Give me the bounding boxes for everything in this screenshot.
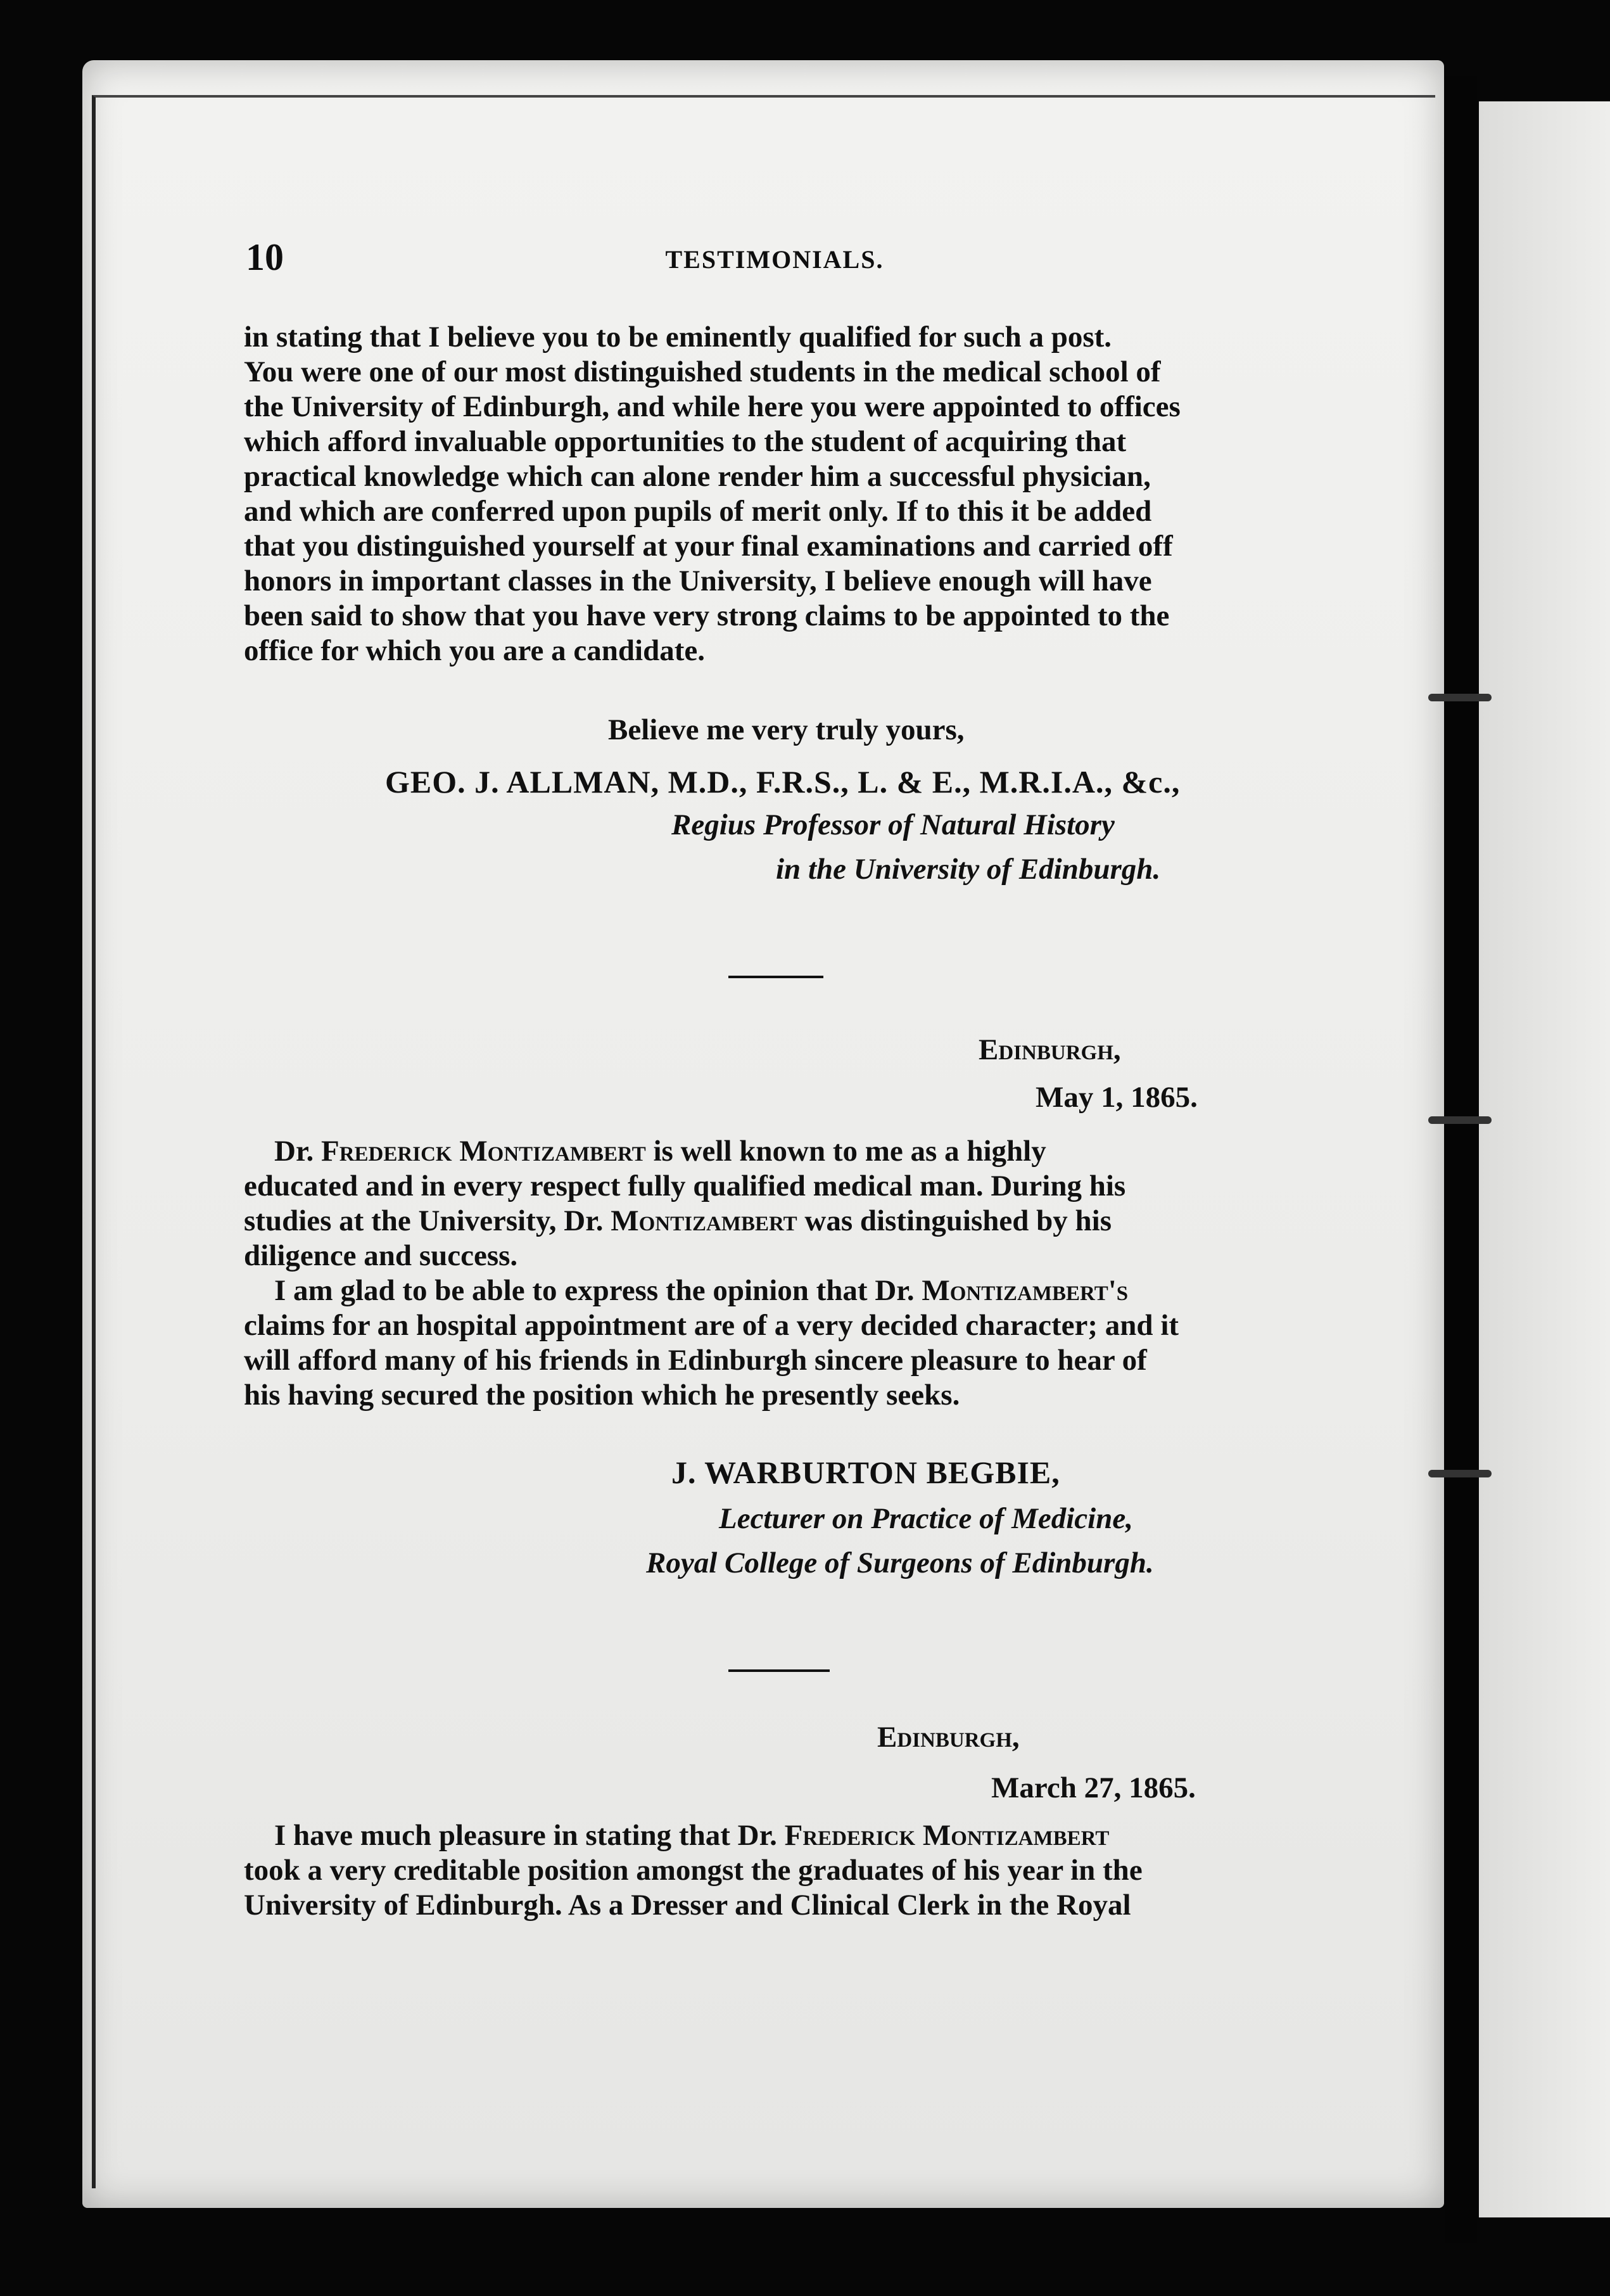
name-smallcaps: Frederick Montizambert <box>321 1135 646 1168</box>
binding-thread-3 <box>1428 1470 1492 1477</box>
letter-2-place: Edinburgh, <box>979 1033 1121 1066</box>
section-divider <box>728 1669 830 1672</box>
letter-2-title-2: Royal College of Surgeons of Edinburgh. <box>646 1547 1154 1579</box>
letter-2-date: May 1, 1865. <box>1036 1081 1198 1114</box>
letter-1-body <box>244 320 1302 668</box>
text-line: office for which you are a candidate. <box>244 634 705 667</box>
text-line: You were one of our most distinguished students in the medical school of <box>244 355 1161 388</box>
text-line <box>244 1204 1302 1239</box>
text-line <box>244 1818 1302 1853</box>
text-line: claims for an hospital appointment are of a very decided character; and it <box>244 1309 1179 1342</box>
text-line: and which are conferred upon pupils of merit only. If to this it be added <box>244 495 1152 528</box>
running-head: TESTIMONIALS. <box>665 245 884 274</box>
text-line: in stating that I believe you to be eminently qualified for such a post. <box>244 321 1112 354</box>
text-line <box>244 1134 1302 1169</box>
name-smallcaps: Montizambert <box>611 1204 797 1237</box>
letter-2-title-1: Lecturer on Practice of Medicine, <box>719 1502 1133 1535</box>
text-line: educated and in every respect fully qualified medical man. During his <box>244 1170 1126 1202</box>
letter-2-body <box>244 1134 1302 1413</box>
letter-1-title-1: Regius Professor of Natural History <box>671 808 1115 841</box>
letter-3-place: Edinburgh, <box>877 1721 1020 1754</box>
text-line: diligence and success. <box>244 1239 518 1272</box>
letter-2-signature: J. WARBURTON BEGBIE, <box>671 1455 1060 1490</box>
letter-3-body <box>244 1818 1302 1923</box>
name-smallcaps: Frederick Montizambert <box>784 1819 1110 1852</box>
text-fragment: studies at the University, Dr. <box>244 1204 611 1237</box>
binding-thread-1 <box>1428 694 1492 701</box>
facing-page-edge <box>1479 101 1610 2217</box>
letter-1-closing: Believe me very truly yours, <box>608 713 965 746</box>
text-line: practical knowledge which can alone render him a successful physician, <box>244 460 1151 493</box>
text-line: will afford many of his friends in Edinburgh sincere pleasure to hear of <box>244 1344 1147 1377</box>
text-fragment: I am glad to be able to express the opinion that Dr. <box>274 1274 922 1307</box>
text-line: honors in important classes in the University, I believe enough will have <box>244 564 1152 597</box>
letter-3-date: March 27, 1865. <box>991 1771 1196 1804</box>
text-line: been said to show that you have very strong claims to be appointed to the <box>244 599 1170 632</box>
letter-1-title-2: in the University of Edinburgh. <box>776 853 1161 886</box>
page-number: 10 <box>246 236 284 278</box>
text-line <box>244 1273 1302 1308</box>
name-smallcaps: Montizambert's <box>922 1274 1129 1307</box>
text-line: the University of Edinburgh, and while here you were appointed to offices <box>244 390 1181 423</box>
binding-thread-2 <box>1428 1116 1492 1124</box>
text-fragment: was distinguished by his <box>797 1204 1112 1237</box>
text-line: his having secured the position which he presently seeks. <box>244 1379 960 1412</box>
text-fragment: I have much pleasure in stating that Dr. <box>274 1819 785 1852</box>
letter-1-signature: GEO. J. ALLMAN, M.D., F.R.S., L. & E., M.R.I.A., &c., <box>385 764 1181 800</box>
text-line: that you distinguished yourself at your final examinations and carried off <box>244 530 1173 563</box>
text-line: which afford invaluable opportunities to the student of acquiring that <box>244 425 1127 458</box>
text-line: University of Edinburgh. As a Dresser and Clinical Clerk in the Royal <box>244 1889 1131 1922</box>
text-line: took a very creditable position amongst the graduates of his year in the <box>244 1854 1143 1887</box>
section-divider <box>728 976 823 978</box>
binding-gutter <box>1445 76 1477 2243</box>
text-fragment: is well known to me as a highly <box>645 1135 1046 1168</box>
text-fragment: Dr. <box>274 1135 321 1168</box>
page-header <box>246 236 1303 280</box>
